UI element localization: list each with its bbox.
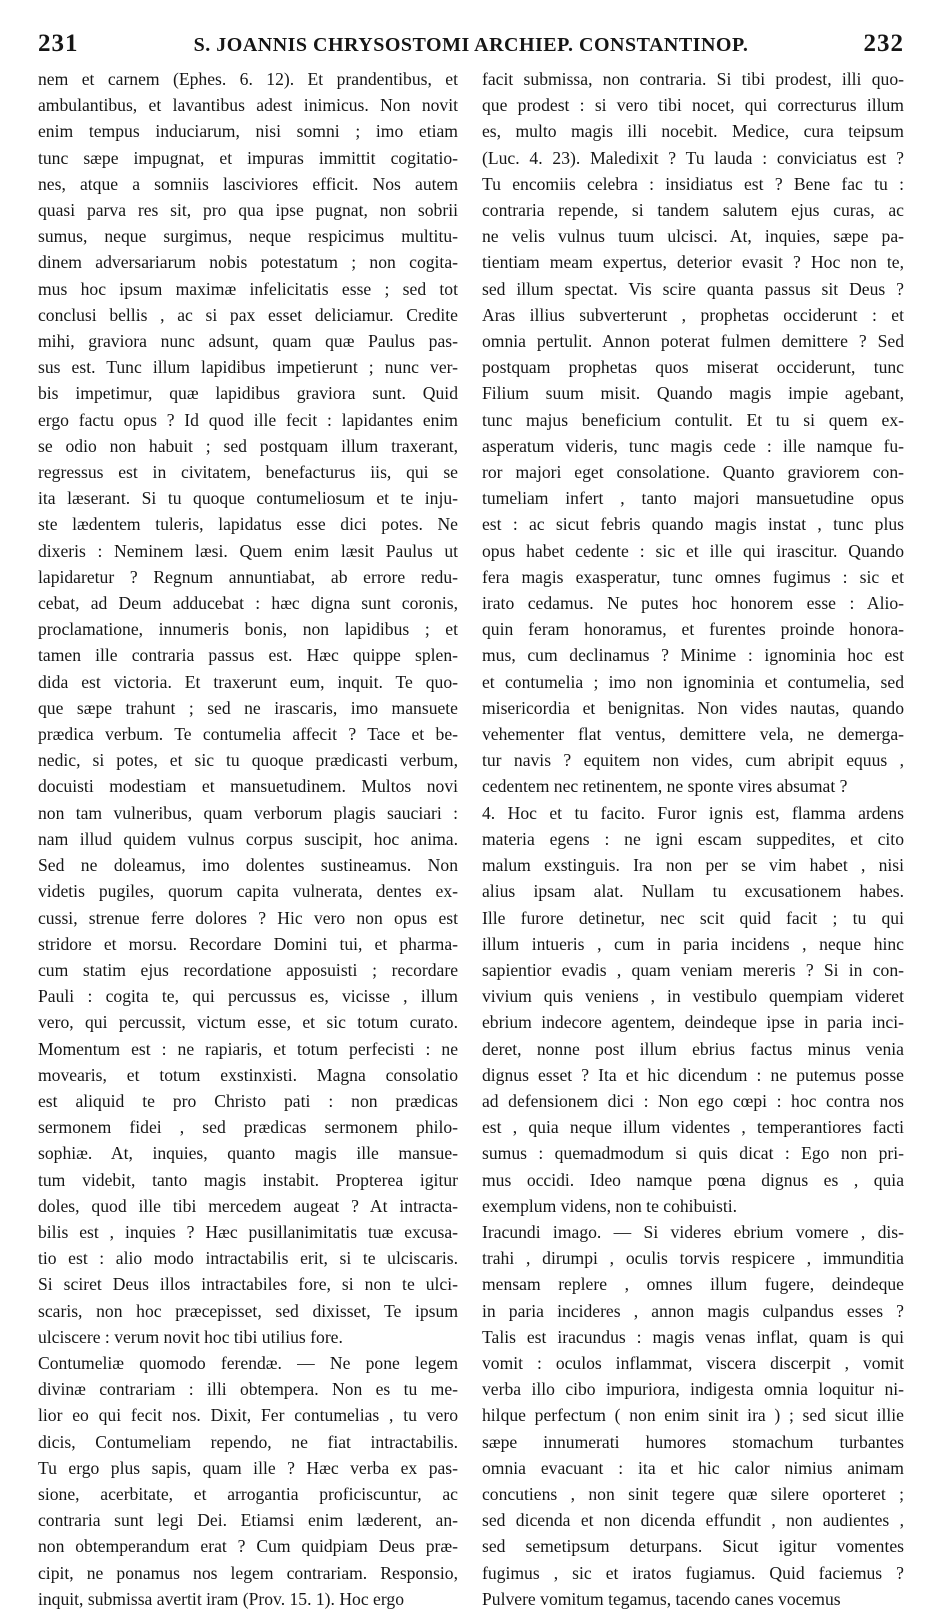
text-line: nem et carnem (Ephes. 6. 12). Et prandentibus, et: [38, 69, 458, 89]
text-line: scaris, non hoc præcepisset, sed dixisset, Te ipsum: [38, 1300, 458, 1321]
text-line: mus occidi. Ideo namque pœna dignus es , quia: [482, 1169, 904, 1190]
text-line: misericordia et benignitas. Non vides nautas, quando: [482, 697, 904, 718]
text-line: sione, acerbitate, et arrogantia proficiscuntur, ac: [38, 1483, 458, 1504]
text-line: tientiam meam expertus, deterior evasit ? Hoc non te,: [482, 252, 904, 273]
text-line: Contumeliæ quomodo ferendæ. — Ne pone legem: [38, 1352, 458, 1373]
text-line: vivium quis veniens , in vestibulo quempiam videret: [482, 986, 904, 1007]
text-line: ad defensionem dici : Non ego cœpi : hoc contra nos: [482, 1090, 904, 1111]
running-title: S. JOANNIS CHRYSOSTOMI ARCHIEP. CONSTANTINOP.: [193, 34, 749, 56]
text-line: proclamatione, innumeris bonis, non lapidibus ; et: [38, 619, 458, 640]
text-line: sed semetipsum deturpans. Sicut igitur vomentes: [482, 1536, 904, 1557]
text-line: 4. Hoc et tu facito. Furor ignis est, flamma ardens: [482, 802, 904, 823]
text-line: contraria sunt legi Dei. Etiamsi enim læderent, an-: [38, 1510, 458, 1531]
text-line: Aras illius subverterunt , prophetas occiderunt : et: [482, 304, 904, 325]
text-line: omnia pertulit. Annon poterat fulmen demittere ? Sed: [482, 331, 904, 352]
text-line: regressus est in civitatem, benefacturus iis, qui se: [38, 462, 458, 483]
text-line: tio est : alio modo intractabilis erit, si te ulciscaris.: [38, 1248, 458, 1269]
text-line: tumeliam infert , tanto majori mansuetudine opus: [482, 488, 904, 509]
text-line: conclusi bellis , ac si pax esset deliciamur. Credite: [38, 304, 458, 325]
text-line: materia egens : ne igni escam suppedites, et cito: [482, 828, 904, 849]
text-line: et contumelia ; imo non ignominia et contumelia, sed: [482, 671, 904, 692]
text-line: dignus esset ? Ita et hic dicendum : ne putemus posse: [482, 1064, 904, 1085]
text-line: sæpe innumerati humores stomachum turbantes: [482, 1431, 904, 1452]
text-line: in paria incideres , annon magis culpandus esses ?: [482, 1300, 904, 1321]
text-line: Sed ne doleamus, imo dolentes sustineamus. Non: [38, 855, 458, 876]
text-line: vero, qui percussit, victum esse, et sic totum curato.: [38, 1012, 458, 1033]
text-line: sed dicenda et non dicenda effundit , non audientes ,: [482, 1510, 904, 1531]
text-line: Momentum est : ne rapiaris, et totum perfecisti : ne: [38, 1038, 458, 1059]
text-line: Tu encomiis celebra : insidiatus est ? Bene fac tu :: [482, 173, 904, 194]
text-line: que sæpe trahunt ; sed ne irascaris, imo mansuete: [38, 697, 458, 718]
text-line: ita læserant. Si tu quoque contumeliosum et te inju-: [38, 488, 458, 509]
text-line: tunc sæpe impugnat, et impuras immittit cogitatio-: [38, 147, 458, 168]
text-line: stridore et morsu. Recordare Domini tui, et pharma-: [38, 933, 458, 954]
text-line: facit submissa, non contraria. Si tibi prodest, illi quo-: [482, 69, 904, 89]
text-line: enim tempus induciarum, nisi somni ; imo etiam: [38, 121, 458, 142]
text-line: alius ipsam alat. Nullam tu excusationem habes.: [482, 881, 904, 902]
text-line: doles, quod ille tibi mercedem augeat ? At intracta-: [38, 1195, 458, 1216]
text-line: divinæ contrariam : illi obtempera. Non es tu me-: [38, 1379, 458, 1400]
text-line: exemplum videns, non te cohibuisti.: [482, 1195, 738, 1216]
text-line: (Luc. 4. 23). Maledixit ? Tu lauda : conviciatus est ?: [482, 147, 904, 168]
text-line: omnia evacuant : ita et hic calor nimius animam: [482, 1457, 904, 1478]
text-line: ror majori eget consolatione. Quanto graviorem con-: [482, 462, 904, 483]
text-line: concutiens , non sinit tegere quæ silere oporteret ;: [482, 1483, 904, 1504]
text-line: sus est. Tunc illum lapidibus impetierunt ; nunc ver-: [38, 357, 458, 378]
text-line: vomit : oculos inflammat, viscera discerpit , vomit: [482, 1352, 904, 1373]
text-line: tur navis ? equitem non vides, cum abripit equus ,: [482, 750, 904, 771]
text-line: dixeris : Neminem læsi. Quem enim læsit Paulus ut: [38, 540, 458, 561]
text-line: cedentem nec retinentem, ne sponte vires absumat ?: [482, 776, 848, 797]
text-line: Pauli : cogita te, qui percussus es, vicisse , illum: [38, 986, 458, 1007]
text-line: Talis est iracundus : magis venas inflat, quam is qui: [482, 1326, 904, 1347]
text-line: sumus : quemadmodum si quis dicat : Ego non pri-: [482, 1143, 904, 1164]
left-column: [38, 66, 458, 1612]
text-line: movearis, et totum exstinxisti. Magna consolatio: [38, 1064, 458, 1085]
text-line: est : ac sicut febris quando magis instat , tunc plus: [482, 514, 904, 535]
text-line: docuisti modestiam et mansuetudinem. Multos novi: [38, 776, 458, 797]
text-line: nes, atque a somniis lasciviores efficit. Nos autem: [38, 173, 458, 194]
text-line: se odio non habuit ; sed postquam illum traxerant,: [38, 435, 458, 456]
text-line: lapidaretur ? Regnum annuntiabat, ab errore redu-: [38, 566, 458, 587]
text-line: mensam replere , omnes illum fugere, deindeque: [482, 1274, 904, 1295]
text-line: mus hoc ipsum maximæ infelicitatis esse ; sed tot: [38, 278, 458, 299]
page-number-left: 231: [38, 30, 79, 57]
text-line: sapientior evadis , quam veniam mereris ? Si in con-: [482, 959, 904, 980]
text-line: ulciscere : verum novit hoc tibi utilius fore.: [38, 1326, 343, 1347]
text-line: quasi parva res sit, pro qua ipse pugnat, non sobrii: [38, 200, 458, 221]
text-line: cebat, ad Deum adducebat : hæc digna sunt coronis,: [38, 593, 458, 614]
text-line: bilis est , inquies ? Hæc pusillanimitatis tuæ excusa-: [38, 1221, 458, 1242]
text-line: sermonem fidei , sed prædicas sermonem philo-: [38, 1117, 458, 1138]
text-line: sumus, neque surgimus, neque respicimus multitu-: [38, 226, 458, 247]
text-line: sophiæ. At, inquies, quanto magis ille mansue-: [38, 1143, 458, 1164]
text-line: cipit, ne ponamus nos legem contrariam. Responsio,: [38, 1562, 458, 1583]
text-line: Pulvere vomitum tegamus, tacendo canes vocemus: [482, 1588, 841, 1609]
text-line: deret, nonne post illum ebrius factus minus venia: [482, 1038, 904, 1059]
text-line: non obtemperandum erat ? Cum quidpiam Deus præ-: [38, 1536, 458, 1557]
text-line: tamen ille contraria passus est. Hæc quippe splen-: [38, 645, 458, 666]
text-line: postquam prophetas quos miserat occiderunt, tunc: [482, 357, 904, 378]
text-line: tum videbit, tanto magis instabit. Propterea igitur: [38, 1169, 458, 1190]
text-line: dinem adversariarum nobis potestatum ; non cogita-: [38, 252, 458, 273]
text-line: mihi, graviora nunc adsunt, quam quæ Paulus pas-: [38, 331, 458, 352]
text-line: ambulantibus, et lavantibus adest inimicus. Non novit: [38, 95, 458, 116]
text-line: contraria repende, si tandem salutem ejus curas, ac: [482, 200, 904, 221]
text-line: vehementer flat ventus, demittere vela, ne demerga-: [482, 724, 904, 745]
text-line: quin feram honoramus, et furentes proinde honora-: [482, 619, 904, 640]
text-line: cum statim ejus recordatione apposuisti ; recordare: [38, 959, 458, 980]
page-number-right: 232: [863, 30, 904, 57]
text-line: inquit, submissa avertit iram (Prov. 15. 1). Hoc ergo: [38, 1588, 404, 1609]
text-line: est , quia neque illum videntes , temperantiores facti: [482, 1117, 904, 1138]
text-line: que prodest : si vero tibi nocet, qui correcturus illum: [482, 95, 904, 116]
text-line: Iracundi imago. — Si videres ebrium vomere , dis-: [482, 1221, 904, 1242]
text-line: Ille furore detinetur, nec scit quid facit ; tu qui: [482, 907, 904, 928]
text-line: dicis, Contumeliam rependo, ne fiat intractabilis.: [38, 1431, 458, 1452]
text-line: fera magis exasperatur, tunc omnes fugimus : sic et: [482, 566, 904, 587]
text-line: Tu ergo plus sapis, quam ille ? Hæc verba ex pas-: [38, 1457, 458, 1478]
text-line: trahi , dirumpi , oculis torvis respicere , immunditia: [482, 1248, 904, 1269]
text-line: nam illud quidem vulnus corpus suscipit, hoc anima.: [38, 828, 458, 849]
text-line: mus, cum declinamus ? Minime : ignominia hoc est: [482, 645, 904, 666]
text-line: ne velis vulnus tuum ulcisci. At, inquies, sæpe pa-: [482, 226, 904, 247]
text-line: Filium suum misit. Quando magis impie agebant,: [482, 383, 904, 404]
text-line: asperatum videris, tunc magis cede : ille namque fu-: [482, 435, 904, 456]
text-line: es, multo magis illi nocebit. Medice, cura teipsum: [482, 121, 904, 142]
text-line: tunc majus beneficium contulit. Et tu si quem ex-: [482, 409, 904, 430]
text-line: bis impetimur, quæ lapidibus graviora sunt. Quid: [38, 383, 458, 404]
text-line: lior eo qui fecit nos. Dixit, Fer contumelias , tu vero: [38, 1405, 458, 1426]
text-line: hilque perfectum ( non enim sinit ira ) ; sed sicut illie: [482, 1405, 904, 1426]
text-line: ebrium indecore agentem, deindeque ipse in paria inci-: [482, 1012, 904, 1033]
text-line: ergo factu opus ? Id quod ille fecit : lapidantes enim: [38, 409, 458, 430]
text-line: videtis pugiles, quorum capita vulnerata, dentes ex-: [38, 881, 458, 902]
text-line: illum intueris , cum in paria incidens , neque hinc: [482, 933, 904, 954]
text-line: irato cedamus. Ne putes hoc honorem esse : Alio-: [482, 593, 904, 614]
text-line: cussi, strenue ferre dolores ? Hic vero non opus est: [38, 907, 458, 928]
text-line: sed illum spectat. Vis scire quanta passus sit Deus ?: [482, 278, 904, 299]
text-line: nedic, si potes, et sic tu quoque prædicasti verbum,: [38, 750, 458, 771]
text-line: opus habet cedente : sic et ille qui irascitur. Quando: [482, 540, 904, 561]
text-line: malum exstinguis. Ira non per se vim habet , nisi: [482, 855, 904, 876]
page-header: [38, 30, 904, 64]
text-line: verba illo cibo impuriora, indigesta omnia loquitur ni-: [482, 1379, 904, 1400]
text-line: fugimus , sic et iratos fugiamus. Quid faciemus ?: [482, 1562, 904, 1583]
text-line: dida est victoria. Et traxerunt eum, inquit. Te quo-: [38, 671, 458, 692]
text-line: non tam vulneribus, quam verborum plagis sauciari :: [38, 802, 458, 823]
text-line: Si sciret Deus illos intractabiles fore, si non te ulci-: [38, 1274, 458, 1295]
text-line: est aliquid te pro Christo pati : non prædicas: [38, 1090, 458, 1111]
text-line: prædica verbum. Te contumelia affecit ? Tace et be-: [38, 724, 458, 745]
text-line: ste lædentem tuleris, lapidatus esse dici potes. Ne: [38, 514, 458, 535]
right-column: [482, 66, 904, 1612]
